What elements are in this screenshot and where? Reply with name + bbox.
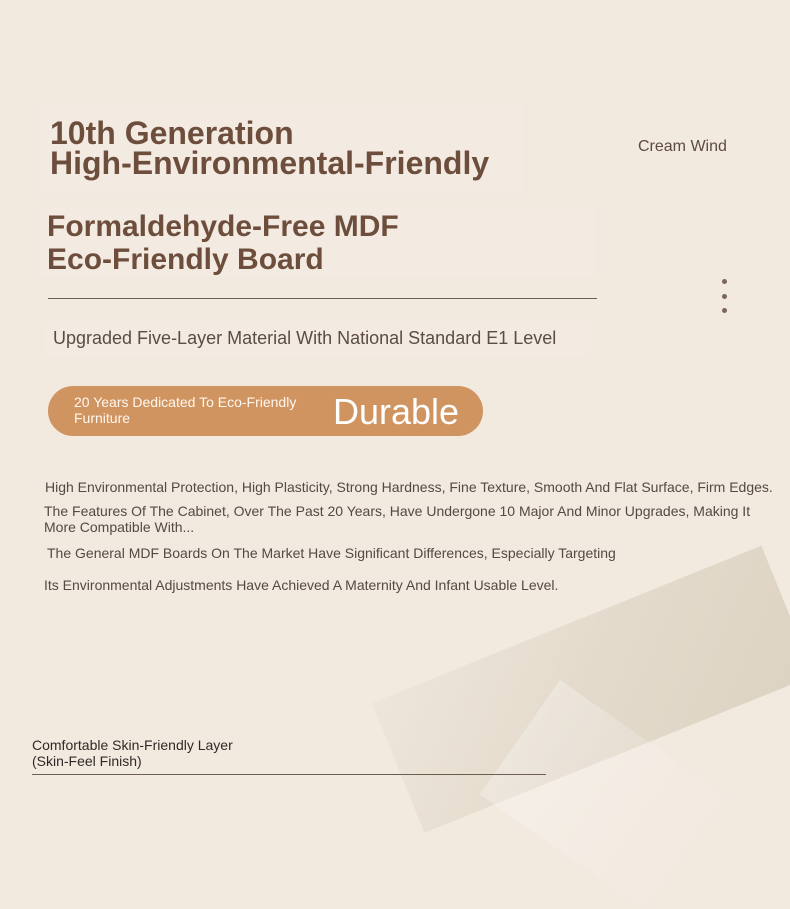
paragraph-3: The General MDF Boards On The Market Have Significant Differences, Especially Targeting	[47, 545, 616, 561]
subtitle: Upgraded Five-Layer Material With National Standard E1 Level	[53, 328, 557, 348]
badge-left-text	[74, 394, 334, 426]
more-vertical-icon[interactable]	[719, 279, 729, 313]
brand-text: Cream Wind	[638, 138, 727, 155]
more-dot	[722, 294, 727, 299]
headline-line-4: Eco-Friendly Board	[47, 243, 324, 276]
paragraph-1: High Environmental Protection, High Plasticity, Strong Hardness, Fine Texture, Smooth And Flat Surface, Firm Edges.	[45, 479, 773, 495]
more-dot	[722, 279, 727, 284]
divider-bottom	[32, 774, 546, 775]
bottom-title-line-2: (Skin-Feel Finish)	[32, 753, 142, 769]
headline-line-1: 10th Generation	[50, 115, 294, 151]
paragraph-2: The Features Of The Cabinet, Over The Past 20 Years, Have Undergone 10 Major And Minor Upgrades, Making It More Compatible With...	[44, 503, 751, 535]
badge-left-line-2: Furniture	[74, 410, 131, 426]
bottom-title	[32, 737, 292, 769]
badge-right-text: Durable	[333, 391, 460, 432]
paragraph-4: Its Environmental Adjustments Have Achieved A Maternity And Infant Usable Level.	[44, 577, 559, 593]
headline-line-3: Formaldehyde-Free MDF	[47, 210, 399, 243]
bottom-title-line-1: Comfortable Skin-Friendly Layer	[32, 737, 233, 753]
headline-block-top	[50, 115, 530, 181]
headline-block-bottom	[47, 210, 547, 276]
headline-line-2: High-Environmental-Friendly	[50, 145, 490, 181]
more-dot	[722, 308, 727, 313]
badge-left-line-1: 20 Years Dedicated To Eco-Friendly	[74, 394, 297, 410]
divider-top	[48, 298, 597, 299]
feature-badge	[48, 386, 483, 436]
